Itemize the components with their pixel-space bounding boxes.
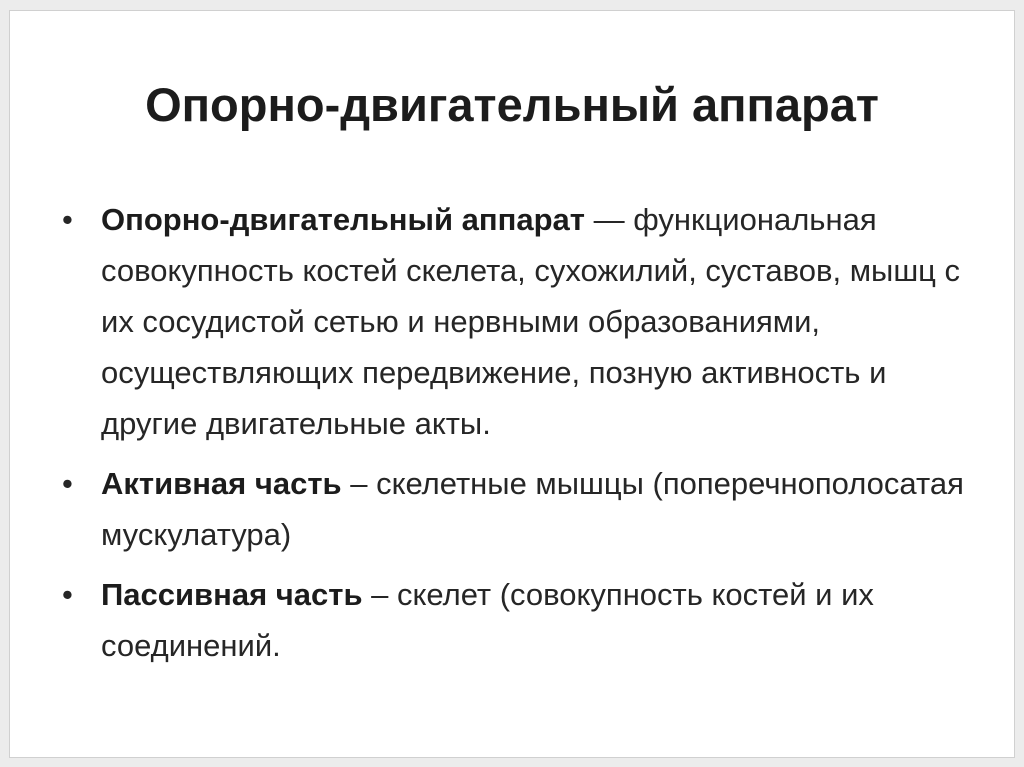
bullet-text: скелетные мышцы (поперечнополосатая мускулатура) (101, 466, 964, 552)
bullet-separator: — (584, 202, 634, 237)
bullet-marker: • (62, 466, 73, 501)
bullet-marker: • (62, 202, 73, 237)
slide-title: Опорно-двигательный аппарат (145, 78, 879, 131)
bullet-item-active-part (62, 458, 982, 560)
bullet-term: Активная часть (101, 466, 342, 501)
bullet-text: функциональная совокупность костей скелета, сухожилий, суставов, мышц с их сосудистой сетью и нервными образованиями, осуществляющих передвижение, позную активность и другие двигательные акты. (101, 202, 961, 441)
bullet-item-passive-part (62, 569, 982, 671)
bullet-separator: – (362, 577, 397, 612)
bullet-marker: • (62, 577, 73, 612)
bullet-separator: – (341, 466, 377, 501)
slide (9, 10, 1015, 758)
bullet-term: Опорно-двигательный аппарат (101, 202, 585, 237)
bullet-item-definition (62, 194, 982, 449)
bullet-term: Пассивная часть (101, 577, 363, 612)
bullet-list (62, 194, 982, 680)
bullet-text: скелет (совокупность костей и их соединений. (101, 577, 874, 663)
